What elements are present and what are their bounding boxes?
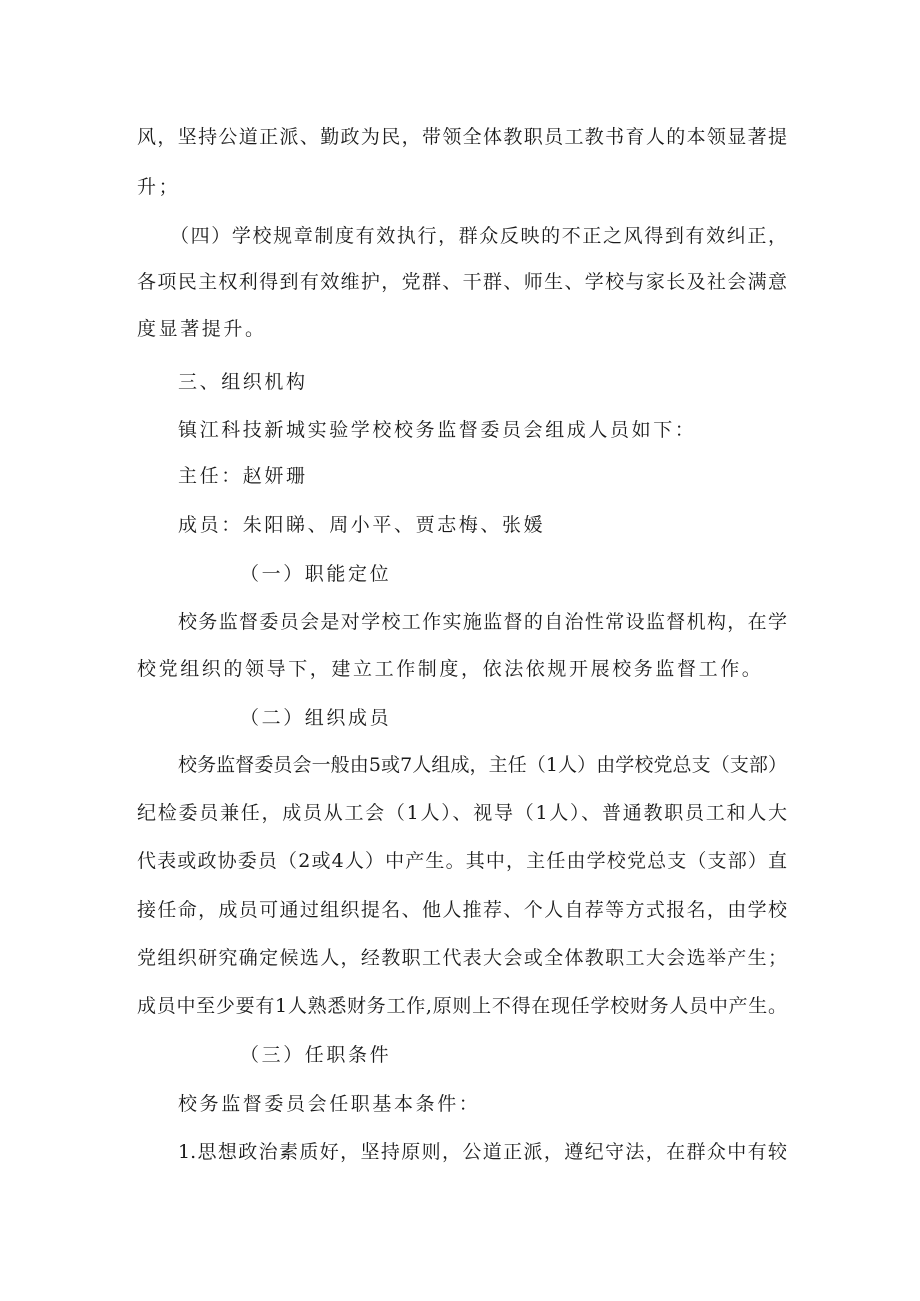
- paragraph-line: 升；: [137, 176, 181, 198]
- subsection-heading: （二）组织成员: [240, 707, 392, 729]
- paragraph-line: 纪检委员兼任，成员从工会（1人）、视导（1人）、普通教职员工和人大: [137, 802, 787, 824]
- paragraph-line: 代表或政协委员（2或4人）中产生。其中，主任由学校党总支（支部）直: [137, 850, 787, 872]
- paragraph-line: 度显著提升。: [137, 318, 267, 340]
- paragraph-line: 各项民主权利得到有效维护，党群、干群、师生、学校与家长及社会满意: [137, 271, 787, 293]
- section-heading: 三、组织机构: [178, 371, 308, 393]
- director-line: 主任：赵妍珊: [178, 465, 308, 487]
- paragraph-line: 风，坚持公道正派、勤政为民，带领全体教职员工教书育人的本领显著提: [137, 126, 787, 148]
- paragraph-line: 镇江科技新城实验学校校务监督委员会组成人员如下：: [178, 419, 697, 441]
- paragraph-line: 校务监督委员会是对学校工作实施监督的自治性常设监督机构，在学: [178, 611, 787, 633]
- paragraph-line: 校务监督委员会任职基本条件：: [178, 1093, 481, 1115]
- subsection-heading: （三）任职条件: [240, 1044, 392, 1066]
- paragraph-line: 1.思想政治素质好，坚持原则，公道正派，遵纪守法，在群众中有较: [178, 1141, 787, 1163]
- paragraph-line: 校务监督委员会一般由5或7人组成，主任（1人）由学校党总支（支部）: [178, 754, 787, 776]
- members-line: 成员：朱阳睇、周小平、贾志梅、张媛: [178, 514, 546, 536]
- paragraph-line: 接任命，成员可通过组织提名、他人推荐、个人自荐等方式报名，由学校: [137, 899, 787, 921]
- paragraph-line: 党组织研究确定候选人，经教职工代表大会或全体教职工大会选举产生；: [137, 947, 787, 969]
- paragraph-line: （四）学校规章制度有效执行，群众反映的不正之风得到有效纠正，: [170, 225, 787, 247]
- paragraph-line: 校党组织的领导下，建立工作制度，依法依规开展校务监督工作。: [137, 658, 764, 680]
- paragraph-line: 成员中至少要有1人熟悉财务工作,原则上不得在现任学校财务人员中产生。: [137, 995, 787, 1017]
- subsection-heading: （一）职能定位: [240, 563, 392, 585]
